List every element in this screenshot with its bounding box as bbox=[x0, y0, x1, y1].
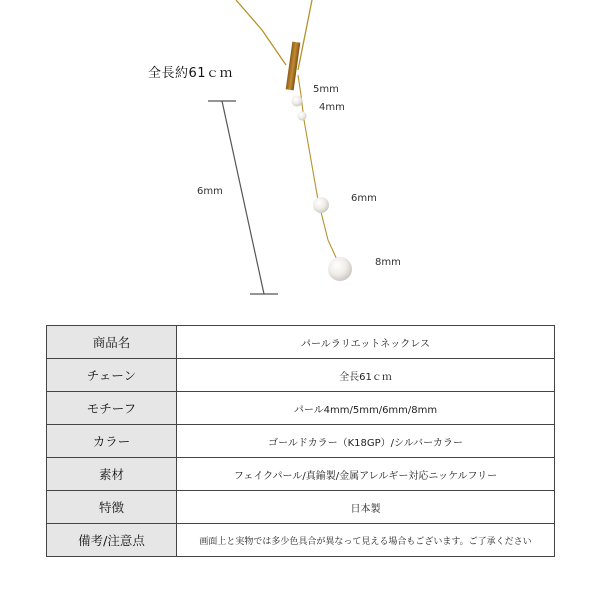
pearl-8mm bbox=[328, 257, 352, 281]
row-value: パールラリエットネックレス bbox=[177, 326, 555, 359]
row-key: 商品名 bbox=[47, 326, 177, 359]
chain-right bbox=[298, 0, 312, 70]
pearl-5mm-label: 5mm bbox=[313, 84, 339, 95]
row-key: モチーフ bbox=[47, 392, 177, 425]
row-value: フェイクパール/真鍮製/金属アレルギー対応ニッケルフリー bbox=[177, 458, 555, 491]
row-value: ゴールドカラー（K18GP）/シルバーカラー bbox=[177, 425, 555, 458]
row-value: 全長61ｃｍ bbox=[177, 359, 555, 392]
slide-bar bbox=[286, 42, 301, 91]
pearl-5mm bbox=[292, 96, 303, 107]
pearl-4mm bbox=[298, 112, 307, 121]
row-value: パール4mm/5mm/6mm/8mm bbox=[177, 392, 555, 425]
total-length-label: 全長約61ｃｍ bbox=[148, 66, 234, 81]
row-value: 画面上と実物では多少色具合が異なって見える場合もございます。ご了承ください bbox=[177, 524, 555, 557]
row-key: 備考/注意点 bbox=[47, 524, 177, 557]
table-row bbox=[47, 392, 555, 425]
table-row bbox=[47, 491, 555, 524]
row-key: チェーン bbox=[47, 359, 177, 392]
table-row bbox=[47, 359, 555, 392]
table-row bbox=[47, 458, 555, 491]
pearl-6mm bbox=[313, 197, 329, 213]
table-row bbox=[47, 524, 555, 557]
spec-table bbox=[46, 325, 555, 557]
pearl-6mm-label: 6mm bbox=[351, 193, 377, 204]
row-key: 特徴 bbox=[47, 491, 177, 524]
pearl-8mm-label: 8mm bbox=[375, 257, 401, 268]
table-row bbox=[47, 425, 555, 458]
table-row bbox=[47, 326, 555, 359]
row-key: 素材 bbox=[47, 458, 177, 491]
pearl-4mm-label: 4mm bbox=[319, 102, 345, 113]
row-key: カラー bbox=[47, 425, 177, 458]
chain-left bbox=[236, 0, 286, 65]
row-value: 日本製 bbox=[177, 491, 555, 524]
drop-length-label: 6mm bbox=[197, 186, 223, 197]
dimension-line bbox=[208, 101, 278, 294]
